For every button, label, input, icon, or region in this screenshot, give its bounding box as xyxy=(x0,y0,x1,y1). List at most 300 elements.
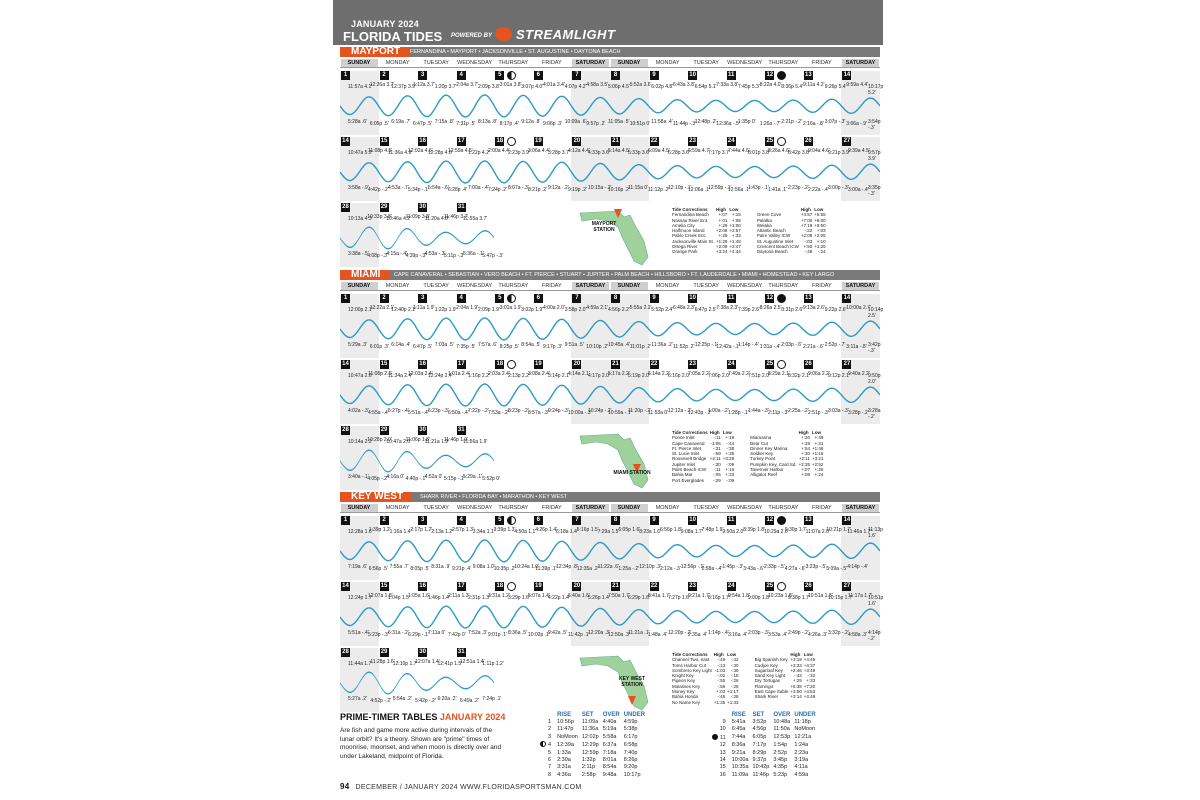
low-tide-time: 6:47p .5' xyxy=(413,344,433,350)
low-tide-time: 12:10p -.1' xyxy=(668,185,692,191)
day-number: 30 xyxy=(419,204,426,210)
day-number: 6 xyxy=(534,71,543,80)
low-tide-label xyxy=(348,185,369,191)
prime-time: 11:46p xyxy=(752,771,769,778)
region-bar xyxy=(340,270,880,280)
low-tide-label xyxy=(608,342,630,348)
tide-corrections xyxy=(671,430,824,483)
low-tide-time: 8:54a .5' xyxy=(521,342,541,348)
low-tide-time: 10:59a -.1' xyxy=(608,410,632,416)
low-tide-time: 2:49p -.2' xyxy=(788,630,809,636)
low-tide-time: 12:56a .1' xyxy=(728,187,750,193)
high-tide-label xyxy=(478,307,500,313)
high-tide-time: 12:00p 2.1' xyxy=(348,307,373,313)
day-number: 27 xyxy=(843,583,851,589)
correction-location: Channel Two, east xyxy=(672,657,710,663)
prime-day xyxy=(712,764,732,771)
low-tide-time: 5:09a -.5' xyxy=(826,566,848,572)
corrections-title: Tide Corrections xyxy=(672,430,708,435)
low-tide-time: 7:11a 0' xyxy=(428,630,446,636)
low-tide-time: 4:52p -.2' xyxy=(370,698,392,704)
high-tide-label xyxy=(716,82,738,88)
low-tide-time: 1:25a -.2' xyxy=(618,566,640,572)
correction-value: +:35 xyxy=(725,451,735,457)
low-tide-time: 3:16a .4' xyxy=(728,632,748,638)
high-tide-time: 5:26p 1.4' xyxy=(588,595,610,601)
low-tide-label xyxy=(370,344,389,350)
low-tide-time: 9:06p .3' xyxy=(543,121,563,127)
high-tide-label xyxy=(431,529,453,535)
high-tide-time: 1:16a 1.4' xyxy=(389,529,412,535)
day-number: 29 xyxy=(380,427,388,433)
low-tide-label xyxy=(508,185,529,191)
low-tide-time: 5:34p -.1' xyxy=(408,187,429,193)
high-tide-time: 8:23a 1.6' xyxy=(639,529,661,535)
high-tide-label xyxy=(588,150,610,156)
high-tide-time: 6:18a 1.4' xyxy=(556,529,578,535)
low-tide-label xyxy=(828,408,849,414)
empty-cell xyxy=(798,478,811,483)
correction-value: +:28 xyxy=(801,440,810,446)
low-tide-label xyxy=(660,566,681,572)
correction-value: -:31 xyxy=(712,445,721,451)
high-tide-label xyxy=(828,150,850,156)
correction-value: -1:03 xyxy=(714,667,726,673)
day-number: 21 xyxy=(612,361,619,367)
low-tide-label xyxy=(370,698,391,704)
low-tide-label xyxy=(630,121,650,127)
low-tide-time: 3:07p -.3' xyxy=(824,119,846,125)
high-tide-label xyxy=(695,84,717,90)
low-tide-time: 5:47p -.3' xyxy=(482,253,503,259)
correction-value: +:21 xyxy=(814,440,824,446)
day-number: 8 xyxy=(611,294,620,303)
low-tide-time: 11:44p -.3' xyxy=(673,121,697,127)
low-tide-label xyxy=(708,630,729,636)
low-tide-label xyxy=(368,632,389,638)
high-tide-time: 11:21a 1.9' xyxy=(424,439,449,445)
high-tide-time: 9:59a 4.4' xyxy=(846,82,869,88)
high-tide-label xyxy=(668,150,690,156)
low-tide-time: 4:26a .3' xyxy=(808,632,828,638)
high-tide-time: 6:09a 4.5' xyxy=(648,148,670,154)
low-tide-label xyxy=(388,408,409,414)
low-tide-label xyxy=(868,342,881,354)
prime-description: Are fish and game more active during intervals of the lunar orbit? It's a theory. Shown are "prime" times of moonrise, moonset, and when moon is directly over and under Lakeland, midpoint of Florida. xyxy=(340,727,502,760)
low-tide-time: 4:15a -.4' xyxy=(386,251,408,257)
low-tide-time: 12:25p -.1' xyxy=(694,342,719,348)
low-tide-label xyxy=(808,632,827,638)
correction-value: -:26 xyxy=(730,678,739,684)
prime-time: 1:54p xyxy=(773,742,788,749)
high-tide-label xyxy=(673,82,695,88)
correction-location: Sand Key Light xyxy=(754,673,786,679)
weekday-saturday: SATURDAY xyxy=(842,282,879,290)
low-tide-label xyxy=(781,342,802,348)
correction-value: -:38 xyxy=(726,445,735,451)
low-tide-label xyxy=(482,696,501,702)
low-tide-label xyxy=(438,696,457,702)
empty-cell xyxy=(811,478,824,483)
low-tide-time: 12:42a -.1' xyxy=(716,344,740,350)
low-tide-time: 5:29a .1' xyxy=(463,474,483,480)
correction-value: +3:21 xyxy=(811,456,824,462)
correction-value: -:29 xyxy=(712,477,721,483)
low-tide-label xyxy=(608,187,630,193)
region-bar xyxy=(340,492,880,502)
low-tide-time: 2:11p -.3' xyxy=(768,410,789,416)
high-tide-label xyxy=(494,527,516,533)
day-number: 13 xyxy=(805,517,812,523)
prime-time: 12:21a xyxy=(794,734,812,741)
high-tide-time: 1:22p 1.9' xyxy=(434,307,457,313)
region-miami xyxy=(333,270,883,490)
high-tide-time: 4:58a 3.5' xyxy=(586,82,609,88)
low-tide-time: 6:14a .4' xyxy=(391,342,411,348)
correction-value: +:08 xyxy=(801,472,810,478)
low-tide-label xyxy=(586,344,608,350)
week-row xyxy=(340,71,884,135)
low-tide-time: 8:07a -.3' xyxy=(508,185,529,191)
low-tide-time: 12:35a .2' xyxy=(576,566,599,572)
prime-day-number: 7 xyxy=(548,764,552,771)
high-tide-time: 9:21p 3.9' xyxy=(828,150,850,156)
low-tide-time: 11:22a .6' xyxy=(597,564,620,570)
high-tide-label xyxy=(803,305,825,311)
weekday-row xyxy=(340,282,880,291)
high-tide-time: 10:47a 2.6' xyxy=(348,373,373,379)
high-tide-time: 1:01a 2.4' xyxy=(448,371,470,377)
prime-header-rise: RISE xyxy=(731,712,746,718)
day-number: 18 xyxy=(496,583,504,589)
low-tide-label xyxy=(738,342,759,348)
prime-day xyxy=(540,726,557,733)
correction-value: +1:46 xyxy=(811,445,824,451)
low-tide-time: 8:23p -.2' xyxy=(508,408,529,414)
station-label: MAYPORT STATION xyxy=(591,221,617,233)
low-tide-label xyxy=(598,564,619,570)
high-tide-time: 2:04a 1.9' xyxy=(456,305,479,311)
high-tide-time: 10:33p 3.8' xyxy=(367,214,392,220)
day-number: 30 xyxy=(419,427,426,433)
prime-day xyxy=(540,764,557,771)
low-tide-label xyxy=(435,119,454,125)
low-tide-label xyxy=(868,630,881,642)
low-tide-label xyxy=(528,410,549,416)
prime-day-number: 13 xyxy=(719,749,726,756)
high-tide-label xyxy=(728,148,750,154)
low-tide-label xyxy=(413,121,432,127)
high-tide-label xyxy=(738,307,760,313)
day-number: 28 xyxy=(342,204,349,210)
low-tide-label xyxy=(386,251,407,257)
low-tide-label xyxy=(695,119,717,125)
high-tide-time: 7:05a 2.2' xyxy=(688,371,710,377)
correction-value: +8:00 xyxy=(814,217,826,223)
correction-value: +:33 xyxy=(725,472,735,478)
correction-location: Nassau River Ent. xyxy=(672,217,709,223)
correction-value: +:29 xyxy=(792,678,802,684)
high-tide-time: 9:50p 2.0' xyxy=(868,373,881,385)
low-tide-label xyxy=(368,410,389,416)
low-tide-time: 11:01p .2' xyxy=(629,344,652,350)
low-tide-label xyxy=(688,632,707,638)
low-tide-label xyxy=(868,185,881,197)
low-tide-time: 10:51p 0' xyxy=(629,121,651,127)
high-header-2: High xyxy=(798,430,809,435)
tide-wave xyxy=(340,538,880,564)
low-tide-label xyxy=(408,632,429,638)
prime-day xyxy=(712,772,732,779)
low-tide-label xyxy=(848,632,867,638)
moon-phase-icon xyxy=(507,582,516,591)
high-tide-time: 7:39p 2.6' xyxy=(738,307,760,313)
day-number: 26 xyxy=(805,138,812,144)
low-tide-label xyxy=(406,253,427,259)
high-tide-label xyxy=(415,659,440,665)
high-tide-time: 7:45p 5.3' xyxy=(738,84,760,90)
prime-time: 2:52p xyxy=(773,749,788,756)
day-number: 23 xyxy=(689,361,696,367)
high-tide-time: 8:31p 2.6' xyxy=(781,307,804,313)
high-tide-time: 4:17p 2.0' xyxy=(588,373,610,379)
correction-value: -:11 xyxy=(713,435,721,441)
low-tide-time: 1:44a -.3' xyxy=(748,408,769,414)
high-tide-time: 11:44a 1.7' xyxy=(348,661,373,667)
day-number: 19 xyxy=(535,583,542,589)
day-number: 7 xyxy=(572,71,581,80)
low-tide-time: 9:08a 1.0' xyxy=(472,564,495,570)
low-tide-label xyxy=(848,187,869,193)
high-tide-time: 3:02p 1.9' xyxy=(521,307,544,313)
day-number: 25 xyxy=(766,583,774,589)
prime-day xyxy=(540,772,557,779)
high-tide-time: 3:31a 1.2' xyxy=(488,593,510,599)
high-tide-time: 1:39p 1.2' xyxy=(368,527,391,533)
prime-time: 7:18a xyxy=(602,749,617,756)
high-tide-time: 3:06a 4.4' xyxy=(528,148,550,154)
tide-curve xyxy=(340,672,494,694)
low-tide-time: 9:42a .5' xyxy=(548,630,568,636)
high-tide-time: 5:16p 1.5' xyxy=(576,527,599,533)
weekday-tuesday: TUESDAY xyxy=(423,505,449,511)
low-tide-time: 2:51p -.3' xyxy=(808,410,829,416)
low-tide-label xyxy=(468,630,487,636)
weekday-tuesday: TUESDAY xyxy=(693,505,719,511)
weekday-monday: MONDAY xyxy=(385,283,410,289)
high-tide-time: 9:40a 2.2' xyxy=(848,371,870,377)
high-tide-label xyxy=(748,150,770,156)
high-tide-time: 10:14p 2.5' xyxy=(868,307,884,319)
prime-time: 10:56p xyxy=(557,719,574,725)
low-tide-label xyxy=(406,476,427,482)
low-tide-time: 8:31a .9' xyxy=(431,564,451,570)
low-tide-time: 7:55a .7' xyxy=(389,564,409,570)
low-tide-label xyxy=(648,187,669,193)
high-tide-label xyxy=(388,595,410,601)
correction-location: Atlantic Beach xyxy=(756,228,786,234)
day-number: 18 xyxy=(496,138,504,144)
high-tide-label xyxy=(695,307,717,313)
high-tide-label xyxy=(456,305,478,311)
low-tide-label xyxy=(543,344,562,350)
low-tide-label xyxy=(348,342,367,348)
moon-phase-icon xyxy=(777,71,786,80)
prime-time: 8:29p xyxy=(752,749,767,756)
low-tide-time: 6:50a -.4' xyxy=(448,410,469,416)
day-number: 15 xyxy=(380,583,388,589)
low-tide-time: 11:42p .1' xyxy=(568,632,590,638)
day-number: 28 xyxy=(342,649,349,655)
low-tide-label xyxy=(348,474,369,480)
tide-wave xyxy=(340,316,880,342)
low-tide-label xyxy=(808,410,829,416)
high-tide-time: 9:12p 2.1' xyxy=(828,373,850,379)
prime-time: 7:40p xyxy=(623,749,638,756)
empty-cell xyxy=(749,478,797,483)
correction-value: +4:37 xyxy=(803,662,816,668)
low-tide-label xyxy=(391,119,410,125)
low-tide-label xyxy=(368,187,389,193)
prime-time: NoMoon xyxy=(557,733,578,740)
low-tide-label xyxy=(388,630,409,636)
prime-time: 4:11a xyxy=(794,764,808,771)
high-tide-label xyxy=(528,371,550,377)
low-tide-label xyxy=(728,187,750,193)
moon-phase-icon xyxy=(712,734,718,740)
correction-value: +1:49 xyxy=(729,238,741,244)
weekday-monday: MONDAY xyxy=(655,60,680,66)
high-tide-time: 10:46a 4.2' xyxy=(386,216,411,222)
high-tide-label xyxy=(556,529,578,535)
low-tide-label xyxy=(348,408,369,414)
prime-day xyxy=(712,726,732,733)
high-tide-label xyxy=(702,527,724,533)
low-tide-label xyxy=(688,187,710,193)
low-tide-time: 3:03a -.3' xyxy=(828,408,849,414)
low-header: Low xyxy=(722,430,732,435)
correction-value: +2:46 xyxy=(790,667,802,673)
correction-value: +3:33 xyxy=(790,662,802,668)
high-tide-time: 7:44a 4.6' xyxy=(728,148,750,154)
low-tide-time: 4:40p -.1' xyxy=(405,476,427,482)
low-tide-time: 3:00p -.3' xyxy=(828,185,849,191)
tide-curve xyxy=(340,606,880,628)
moon-phase-icon xyxy=(507,71,516,80)
correction-location: Molasses Key xyxy=(672,683,701,689)
region-key-west xyxy=(333,492,883,712)
high-tide-time: 5:52a 3.6' xyxy=(629,82,652,88)
prime-row xyxy=(712,750,820,757)
prime-day xyxy=(712,757,732,764)
low-tide-label xyxy=(764,564,785,570)
correction-value: +3:50 xyxy=(790,689,802,695)
correction-value: -:48 xyxy=(804,249,813,255)
station-pointer-icon xyxy=(614,209,622,218)
high-tide-label xyxy=(500,82,522,88)
high-tide-time: 9:00p 1.8' xyxy=(748,595,770,601)
region-name: MAYPORT xyxy=(340,47,409,57)
low-tide-time: 8:05p .5' xyxy=(410,566,430,572)
low-tide-time: 11:15a 0' xyxy=(628,185,649,191)
high-tide-label xyxy=(788,595,810,601)
low-tide-time: 6:49a .2' xyxy=(459,698,479,704)
low-tide-label xyxy=(743,566,764,572)
low-tide-time: 7:00a -.4' xyxy=(468,185,489,191)
high-tide-label xyxy=(608,307,630,313)
prime-day-number: 2 xyxy=(548,726,552,733)
prime-row xyxy=(712,726,820,733)
weekday-sunday: SUNDAY xyxy=(341,282,378,290)
low-tide-time: 4:05p -.2' xyxy=(367,476,388,482)
high-tide-time: 2:00a 4.4' xyxy=(488,148,510,154)
prime-time: 1:33a xyxy=(557,749,571,756)
low-tide-time: 6:28p .4' xyxy=(448,187,468,193)
high-tide-label xyxy=(708,373,730,379)
high-tide-label xyxy=(598,529,620,535)
low-tide-time: 1:43p -.1' xyxy=(748,185,769,191)
low-tide-time: 8:13a .8' xyxy=(478,119,498,125)
low-tide-time: 7:57a .6' xyxy=(478,342,498,348)
high-tide-time: 1:11p 1.2' xyxy=(482,661,504,667)
prime-time: 11:09a xyxy=(581,719,599,725)
day-number: 10 xyxy=(689,517,696,523)
weekday-friday: FRIDAY xyxy=(811,60,832,66)
low-header-2: Low xyxy=(803,652,813,657)
correction-value: +5:55 xyxy=(814,212,826,218)
high-tide-time: 8:16p 1.7' xyxy=(708,595,730,601)
high-tide-label xyxy=(825,307,847,313)
week-row xyxy=(340,516,883,580)
day-number: 24 xyxy=(727,361,735,367)
prime-time: 5:38p xyxy=(623,726,638,733)
prime-time: 8:36a xyxy=(731,742,746,749)
high-header-2: High xyxy=(800,207,811,212)
weekday-wednesday: WEDNESDAY xyxy=(457,283,493,289)
prime-time: 4:35p xyxy=(773,764,788,771)
moon-phase-icon xyxy=(777,582,786,591)
prime-time: 4:36a xyxy=(557,771,571,778)
high-tide-label xyxy=(468,373,490,379)
low-tide-label xyxy=(408,187,429,193)
prime-time: 6:37a xyxy=(602,741,617,748)
prime-time: 5:41a xyxy=(731,719,746,725)
tide-wave xyxy=(340,382,880,408)
moon-phase-icon xyxy=(507,137,516,146)
correction-value: +:29 xyxy=(718,222,728,228)
day-number: 16 xyxy=(419,138,426,144)
high-tide-label xyxy=(608,148,630,154)
high-tide-label xyxy=(803,82,824,88)
high-tide-time: 12:28p 4.6' xyxy=(428,150,453,156)
low-tide-time: 10:15a -.2' xyxy=(588,185,612,191)
prime-time: 12:53p xyxy=(773,734,791,741)
correction-value: +:07 xyxy=(718,212,728,218)
low-tide-label xyxy=(728,410,749,416)
high-tide-time: 2:03a 2.4' xyxy=(488,371,510,377)
correction-value: +:50 xyxy=(803,244,813,250)
correction-value: +1:25 xyxy=(814,244,826,250)
day-number: 1 xyxy=(341,71,350,80)
low-tide-label xyxy=(673,121,696,127)
footer-text: DECEMBER / JANUARY 2024 WWW.FLORIDASPORTSMAN.COM xyxy=(355,784,582,791)
correction-value: +:30 xyxy=(801,451,810,457)
high-tide-time: 6:16p 2.0' xyxy=(668,373,690,379)
weekday-tuesday: TUESDAY xyxy=(423,283,449,289)
low-tide-label xyxy=(702,566,723,572)
tide-curve xyxy=(340,450,494,472)
low-tide-label xyxy=(618,566,639,572)
